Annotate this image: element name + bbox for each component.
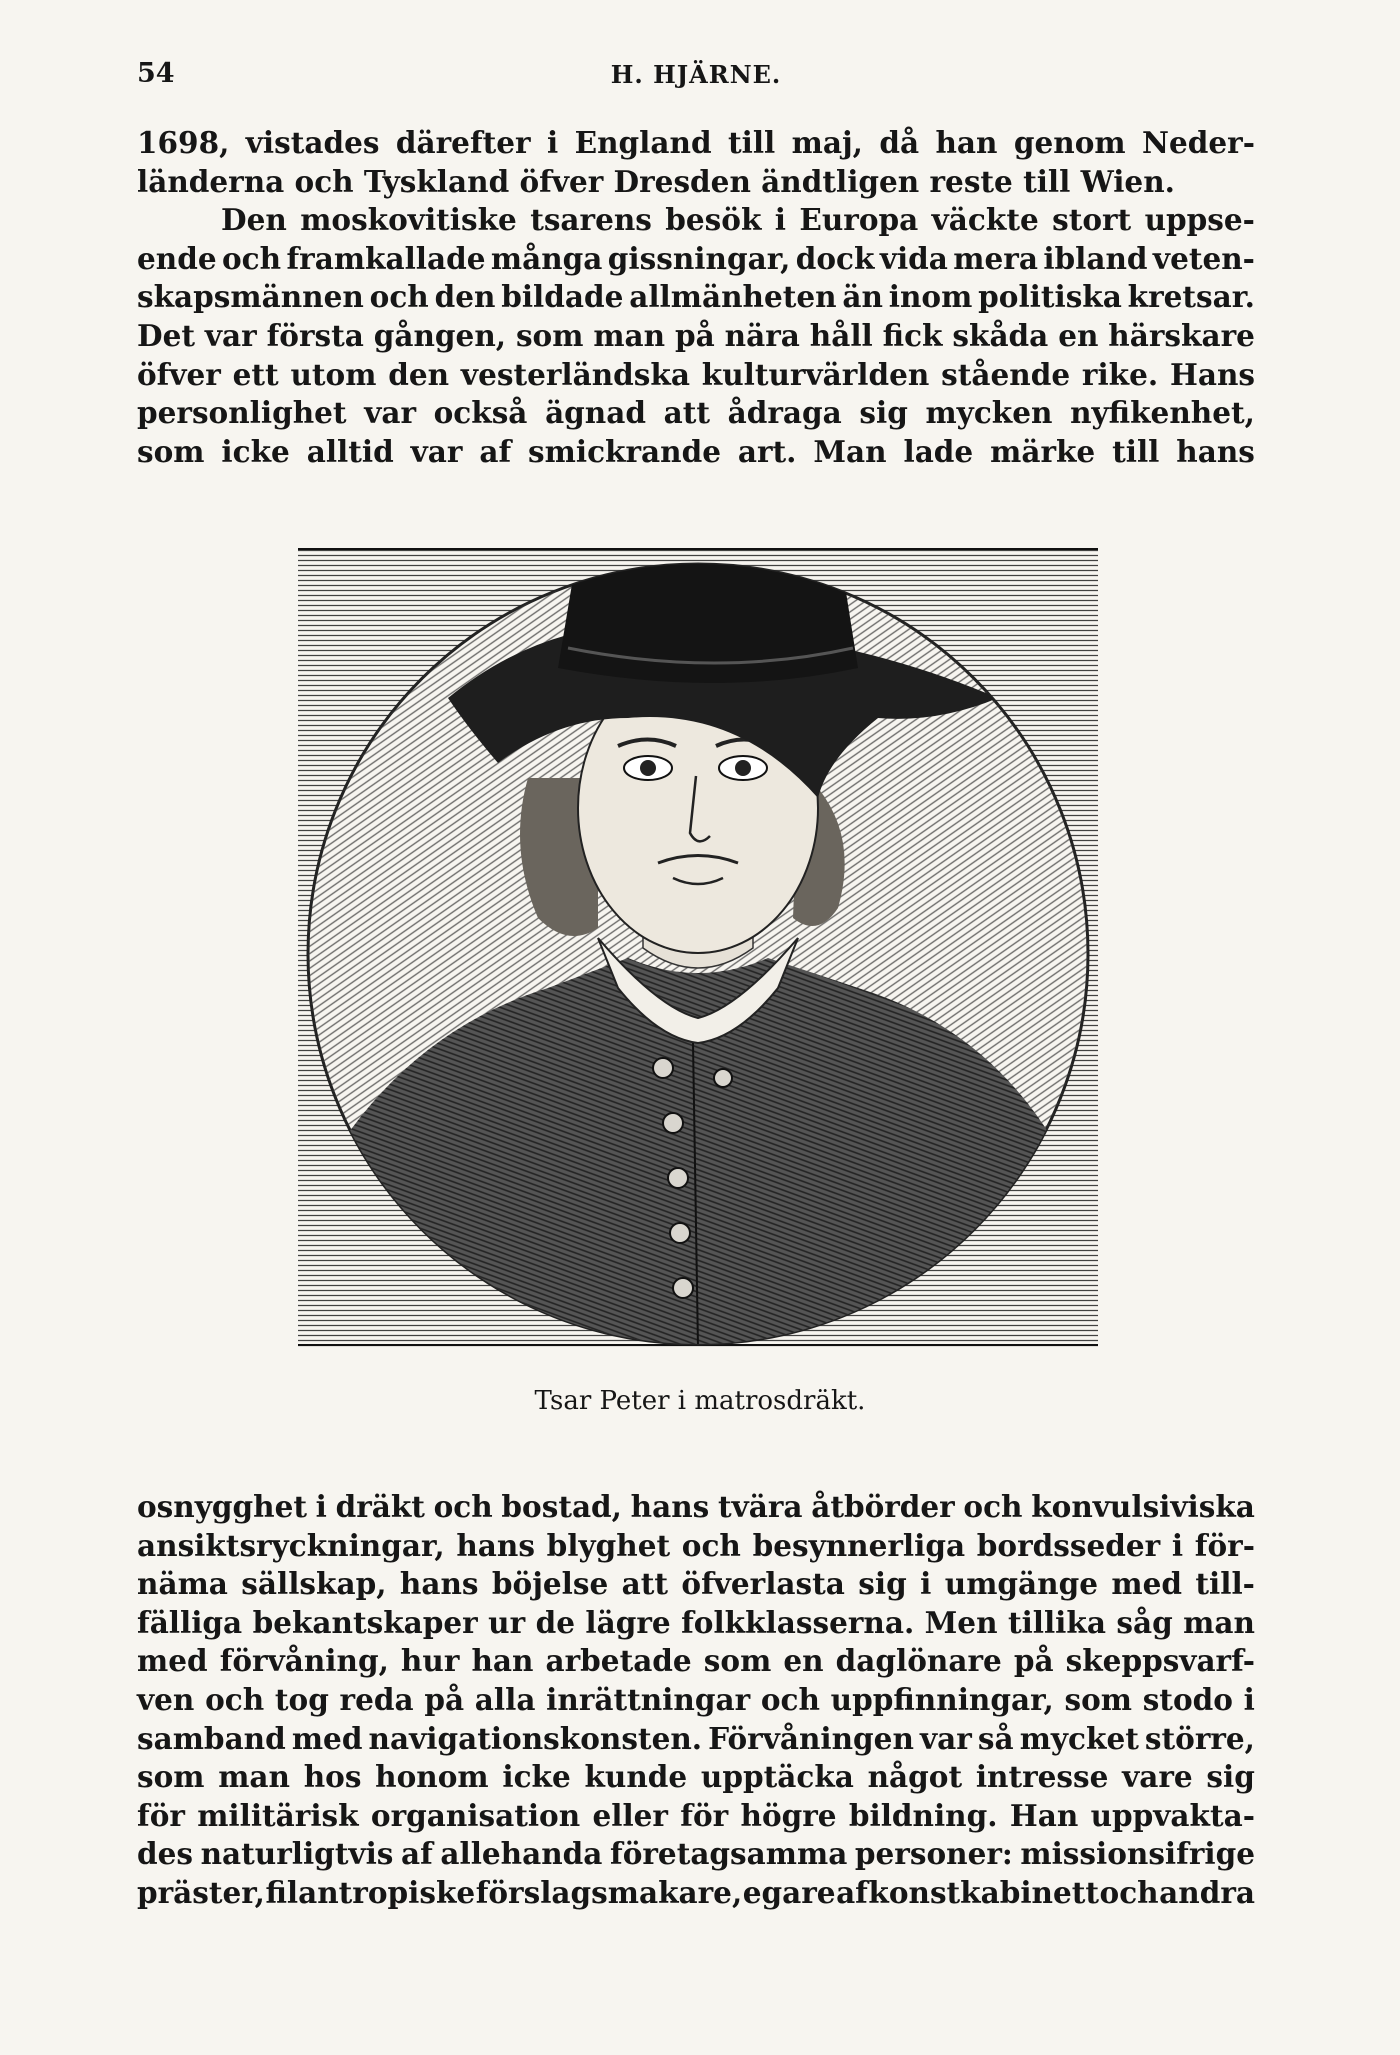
text-line: som icke alltid var af smickrande art. Man lade märke till hans: [137, 433, 1255, 469]
portrait-illustration: [298, 548, 1098, 1348]
text-line: näma sällskap, hans böjelse att öfverlasta sig i umgänge med till-: [137, 1566, 1255, 1602]
portrait-engraving: [298, 548, 1098, 1348]
text-line: personlighet var också ägnad att ådraga sig mycken nyfikenhet,: [137, 395, 1255, 431]
text-line: med förvåning, hur han arbetade som en daglönare på skeppsvarf-: [137, 1643, 1255, 1679]
text-line: ansiktsryckningar, hans blyghet och besynnerliga bordsseder i för-: [137, 1527, 1255, 1563]
text-line: osnygghet i dräkt och bostad, hans tvära åtbörder och konvulsiviska: [137, 1489, 1255, 1524]
text-line: Det var första gången, som man på nära håll fick skåda en härskare: [137, 317, 1255, 353]
text-line: des naturligtvis af allehanda företagsamma personer: missionsifrige: [137, 1836, 1255, 1872]
page-number: 54: [137, 58, 175, 89]
text-line: fälliga bekantskaper ur de lägre folkklasserna. Men tillika såg man: [137, 1604, 1255, 1640]
text-line: ven och tog reda på alla inrättningar och uppfinningar, som stodo i: [137, 1681, 1255, 1717]
paragraph-bottom: [137, 1488, 1255, 1913]
figure-caption: Tsar Peter i matrosdräkt.: [534, 1386, 866, 1416]
text-line: 1698, vistades därefter i England till maj, då han genom Neder-: [137, 125, 1255, 160]
text-line: länderna och Tyskland öfver Dresden ändtligen reste till Wien.: [137, 163, 1175, 199]
page-header: [137, 58, 1255, 98]
text-line: skapsmännen och den bildade allmänheten än inom politiska kretsar.: [137, 279, 1255, 315]
text-line: öfver ett utom den vesterländska kulturvärlden stående rike. Hans: [137, 356, 1255, 392]
text-line: präster, filantropiske förslagsmakare, egare af konstkabinett och andra: [137, 1874, 1255, 1910]
text-line: Den moskovitiske tsarens besök i Europa väckte stort uppse-: [221, 202, 1255, 238]
text-line: som man hos honom icke kunde upptäcka något intresse vare sig: [137, 1759, 1255, 1795]
text-line: för militärisk organisation eller för högre bildning. Han uppvakta-: [137, 1797, 1255, 1833]
running-head: H. HJÄRNE.: [610, 60, 782, 89]
paragraph-top: [137, 124, 1255, 471]
text-line: samband med navigationskonsten. Förvåningen var så mycket större,: [137, 1720, 1255, 1756]
text-line: ende och framkallade många gissningar, dock vida mera ibland veten-: [137, 240, 1255, 276]
